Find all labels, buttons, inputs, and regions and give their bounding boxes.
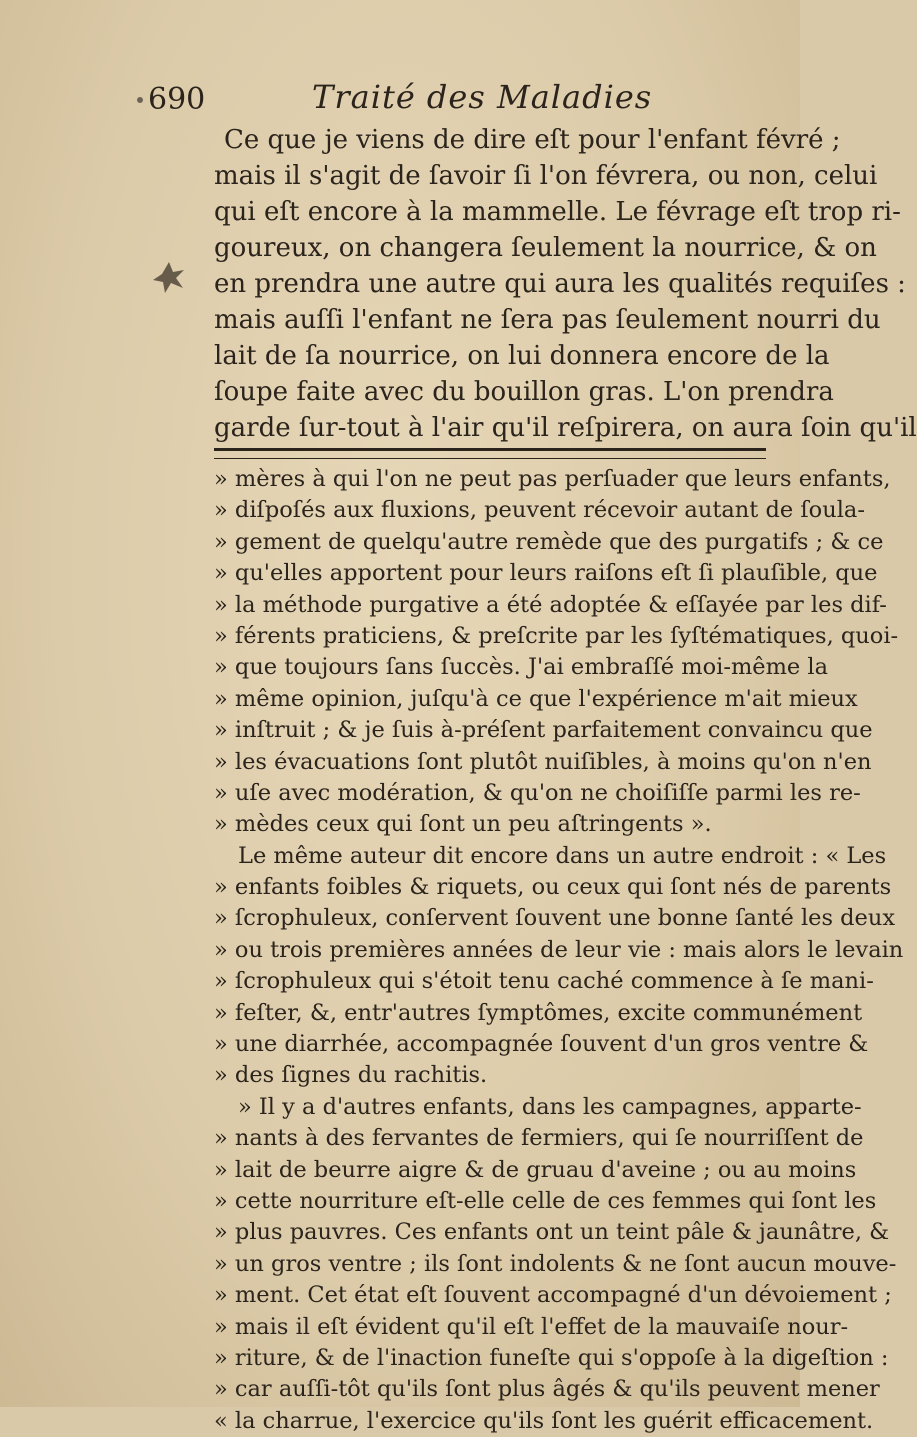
quote-line: » même opinion, juſqu'à ce que l'expérience m'ait mieux [214, 685, 858, 712]
quote-line: » qu'elles apportent pour leurs raiſons eſt ſi plauſible, que [214, 560, 878, 587]
text-line: goureux, on changera ſeulement la nourrice, & on [214, 233, 877, 263]
quote-line: » nants à des fervantes de fermiers, qui ſe nourriſſent de [214, 1125, 864, 1152]
quote-line: » que toujours ſans ſuccès. J'ai embraſſé moi-même la [214, 654, 829, 681]
quote-line: » ment. Cet état eſt ſouvent accompagné d'un dévoiement ; [214, 1282, 892, 1309]
ink-blot-icon [150, 258, 188, 296]
quote-line: » les évacuations ſont plutôt nuiſibles, à moins qu'on n'en [214, 748, 872, 775]
page-header [140, 76, 740, 126]
section-divider [214, 448, 766, 459]
quote-line: » inſtruit ; & je ſuis à-préſent parfaitement convaincu que [214, 717, 873, 744]
page-number: 690 [148, 82, 206, 117]
quote-line: » car auſſi-tôt qu'ils ſont plus âgés & qu'ils peuvent mener [214, 1376, 880, 1403]
text-line: en prendra une autre qui aura les qualités requiſes : [214, 269, 906, 299]
main-text [214, 122, 917, 446]
quote-line: » riture, & de l'inaction funeſte qui s'oppoſe à la digeſtion : [214, 1344, 889, 1371]
quote-line: « la charrue, l'exercice qu'ils ſont les guérit efficacement. [214, 1407, 874, 1434]
quote-line: » des ſignes du rachitis. [214, 1062, 488, 1089]
quote-line: Le même auteur dit encore dans un autre endroit : « Les [238, 842, 887, 869]
quote-line: » lait de beurre aigre & de gruau d'aveine ; ou au moins [214, 1156, 857, 1183]
quote-line: » une diarrhée, accompagnée ſouvent d'un gros ventre & [214, 1031, 869, 1058]
quote-line: » la méthode purgative a été adoptée & eſſayée par les dif- [214, 591, 887, 618]
quote-line: » uſe avec modération, & qu'on ne choiſiſſe parmi les re- [214, 779, 861, 806]
text-line: garde ſur-tout à l'air qu'il reſpirera, on aura ſoin qu'il [214, 413, 917, 443]
text-line: lait de ſa nourrice, on lui donnera encore de la [214, 341, 830, 371]
text-line: ſoupe faite avec du bouillon gras. L'on prendra [214, 377, 834, 407]
quote-line: » Il y a d'autres enfants, dans les campagnes, apparte- [238, 1093, 862, 1120]
text-line: qui eſt encore à la mammelle. Le févrage eſt trop ri- [214, 197, 901, 227]
footnote-quotation [214, 464, 904, 1437]
quote-line: » férents praticiens, & preſcrite par les ſyſtématiques, quoi- [214, 622, 899, 649]
running-title: Traité des Maladies [312, 78, 653, 116]
quote-line: » gement de quelqu'autre remède que des purgatifs ; & ce [214, 528, 884, 555]
text-line: mais il s'agit de ſavoir ſi l'on févrera, ou non, celui [214, 161, 878, 191]
quote-line: » un gros ventre ; ils ſont indolents & ne ſont aucun mouve- [214, 1250, 897, 1277]
quote-line: » diſpoſés aux fluxions, peuvent récevoir autant de ſoula- [214, 497, 865, 524]
quote-line: » cette nourriture eſt-elle celle de ces femmes qui ſont les [214, 1187, 877, 1214]
quote-line: » ou trois premières années de leur vie : mais alors le levain [214, 936, 904, 963]
quote-line: » feſter, &, entr'autres ſymptômes, excite communément [214, 999, 863, 1026]
quote-line: » plus pauvres. Ces enfants ont un teint pâle & jaunâtre, & [214, 1219, 890, 1246]
quote-line: » mères à qui l'on ne peut pas perſuader que leurs enfants, [214, 466, 891, 492]
quote-line: » mèdes ceux qui ſont un peu aſtringents ». [214, 811, 712, 838]
quote-line: » enfants foibles & riquets, ou ceux qui ſont nés de parents [214, 874, 892, 901]
quote-line: » ſcrophuleux qui s'étoit tenu caché commence à ſe mani- [214, 968, 874, 995]
quote-line: » mais il eſt évident qu'il eſt l'effet de la mauvaiſe nour- [214, 1313, 849, 1340]
text-line: mais auſſi l'enfant ne ſera pas ſeulement nourri du [214, 305, 881, 335]
text-line: Ce que je viens de dire eſt pour l'enfant févré ; [224, 125, 841, 155]
quote-line: » ſcrophuleux, conſervent ſouvent une bonne ſanté les deux [214, 905, 896, 932]
